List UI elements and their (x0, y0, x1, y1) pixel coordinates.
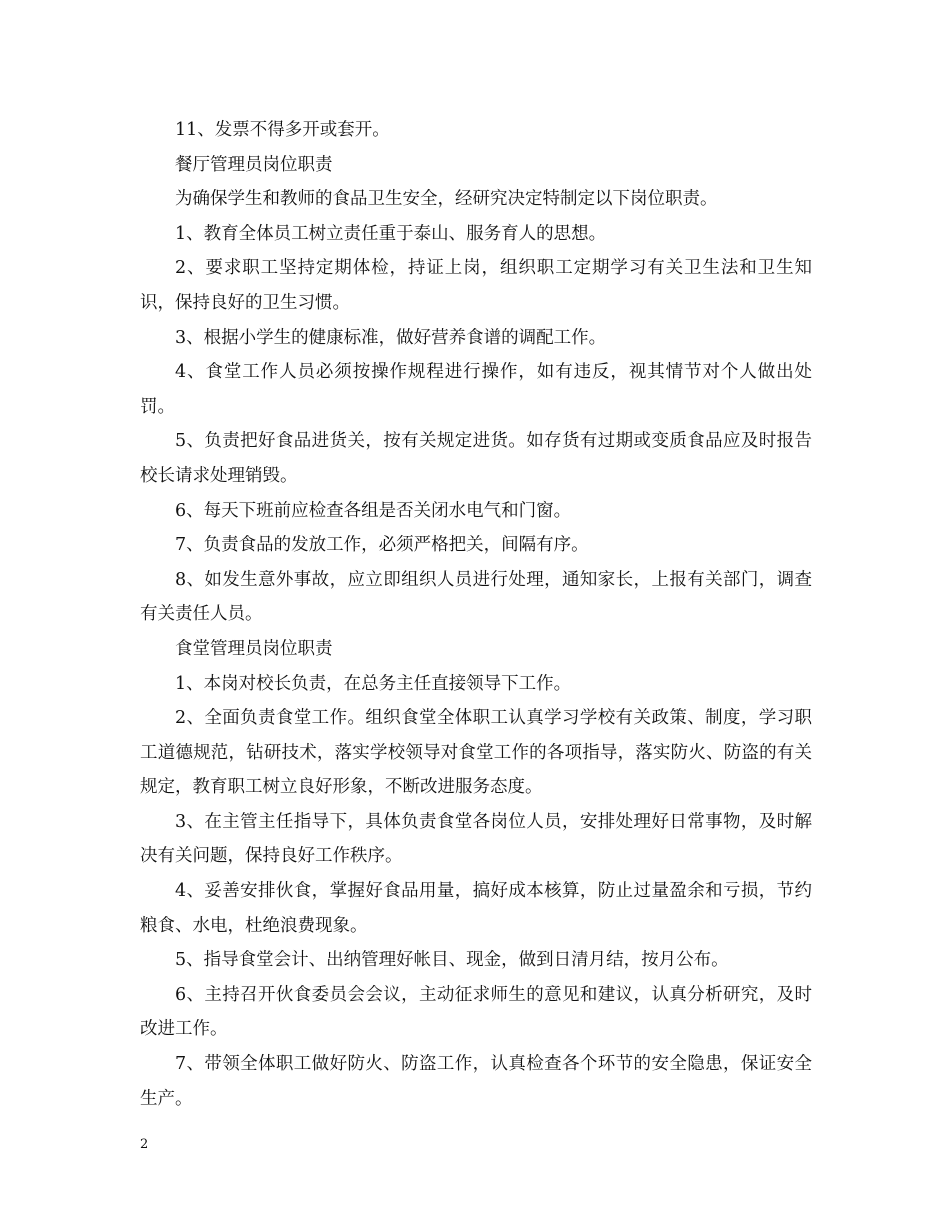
paragraph-intro: 为确保学生和教师的食品卫生安全，经研究决定特制定以下岗位职责。 (175, 189, 718, 210)
list-item: 7、负责食品的发放工作，必须严格把关，间隔有序。 (175, 535, 589, 556)
list-item: 4、妥善安排伙食，掌握好食品用量，搞好成本核算，防止过量盈余和亏损，节约粮食、水电，杜绝浪费现象。 (140, 881, 812, 936)
list-item: 5、负责把好食品进货关，按有关规定进货。如存货有过期或变质食品应及时报告校长请求处理销毁。 (140, 431, 812, 486)
list-item: 8、如发生意外事故，应立即组织人员进行处理，通知家长，上报有关部门，调查有关责任人员。 (140, 569, 812, 625)
list-item: 3、根据小学生的健康标准，做好营养食谱的调配工作。 (175, 327, 607, 348)
list-item: 1、本岗对校长负责，在总务主任直接领导下工作。 (175, 673, 572, 694)
list-item: 2、要求职工坚持定期体检，持证上岗，组织职工定期学习有关卫生法和卫生知识，保持良好的卫生习惯。 (140, 258, 812, 313)
paragraph-invoice-rule: 11、发票不得多开或套开。 (175, 120, 390, 140)
list-item: 4、食堂工作人员必须按操作规程进行操作，如有违反，视其情节对个人做出处罚。 (140, 362, 812, 417)
document-body (140, 113, 812, 1116)
section-heading-canteen-manager: 食堂管理员岗位职责 (175, 638, 333, 659)
list-item: 5、指导食堂会计、出纳管理好帐目、现金，做到日清月结，按月公布。 (175, 950, 729, 971)
list-item: 3、在主管主任指导下，具体负责食堂各岗位人员，安排处理好日常事物，及时解决有关问题，保持良好工作秩序。 (140, 811, 812, 867)
section-heading-restaurant-manager: 餐厅管理员岗位职责 (175, 154, 333, 175)
list-item: 6、每天下班前应检查各组是否关闭水电气和门窗。 (175, 500, 572, 521)
list-item: 7、带领全体职工做好防火、防盗工作，认真检查各个环节的安全隐患，保证安全生产。 (140, 1054, 812, 1109)
list-item: 6、主持召开伙食委员会会议，主动征求师生的意见和建议，认真分析研究，及时改进工作。 (140, 984, 812, 1040)
page-number: 2 (140, 1137, 149, 1152)
list-item: 1、教育全体员工树立责任重于泰山、服务育人的思想。 (175, 223, 607, 244)
list-item: 2、全面负责食堂工作。组织食堂全体职工认真学习学校有关政策、制度，学习职工道德规范，钻研技术，落实学校领导对食堂工作的各项指导，落实防火、防盗的有关规定，教育职工树立良好形象，不断改进服务态度。 (140, 708, 812, 798)
